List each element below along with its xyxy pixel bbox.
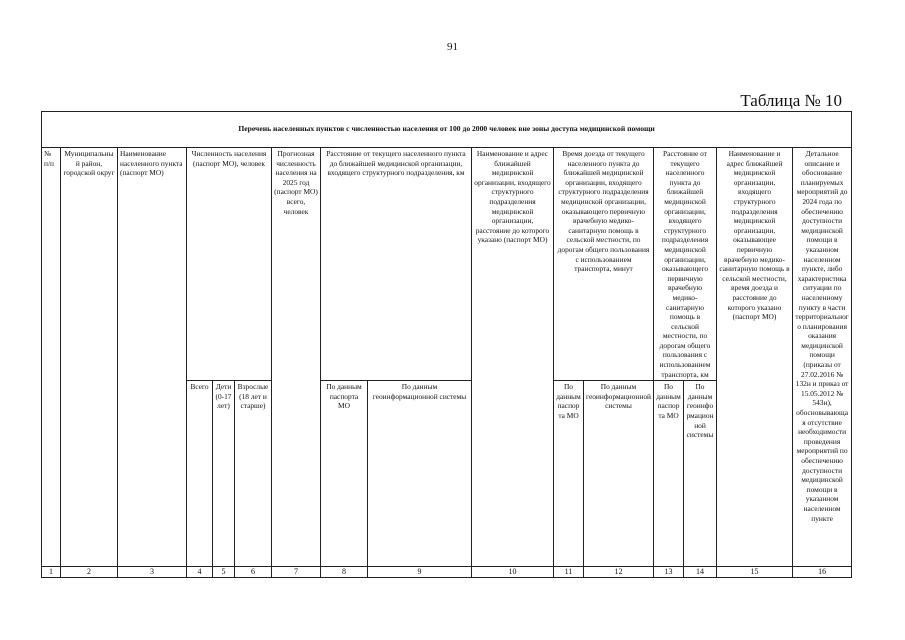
header-population-children: Дети (0-17 лет) [213, 381, 235, 567]
header-time-mo-passport: По данным паспорта МО [554, 381, 584, 567]
header-distance-nearest: Расстояние от текущего населенного пункта до ближайшей медицинской организации, входящего структурного подразделения, км [321, 148, 472, 381]
header-population-adults: Взрослые (18 лет и старше) [235, 381, 272, 567]
column-number: 14 [684, 567, 717, 578]
table-title: Перечень населенных пунктов с численностью населения от 100 до 2000 человек вне зоны доступа медицинской помощи [42, 112, 852, 148]
header-time-geo: По данным геоинформационной системы [584, 381, 654, 567]
column-number: 8 [321, 567, 368, 578]
header-description: Детальное описание и обоснование планируемых мероприятий до 2024 года по обеспечению доступности медицинской помощи в указанном населенном пункте, либо характеристика ситуации по населенному пункту в части территориального планирования оказания медицинской помощи (приказы от 27.02.2016 № 132н и приказ от 15.05.2012 № 543н), обосновывающая отсутствие необходимости проведения мероприятий по обеспечению доступности медицинской помощи в указанном населенном пункте [793, 148, 852, 567]
column-number: 12 [584, 567, 654, 578]
header-distance-geo: По данным геоинформационной системы [368, 381, 472, 567]
header-distance-primary: Расстояние от текущего населенного пункта до ближайшей медицинской организации, входящего структурного подразделения медицинской организации, оказывающего первичную врачебную медико-санитарную помощь в сельской местности, по дорогам общего пользования с использованием транспорта, км [654, 148, 717, 381]
header-primary-org: Наименование и адрес ближайшей медицинской организации, входящего структурного подразделения медицинской организации, оказывающее первичную врачебную медико-санитарную помощь в сельской местности, время доезда и расстояние до которого указано (паспорт МО) [717, 148, 793, 567]
header-dprim-mo-passport: По данным паспорта МО [654, 381, 684, 567]
column-number: 13 [654, 567, 684, 578]
header-district: Муниципальный район, городской округ [61, 148, 118, 567]
column-number: 4 [187, 567, 213, 578]
column-number: 7 [272, 567, 321, 578]
header-travel-time: Время доезда от текущего населенного пункта до ближайшей медицинской организации, входящего структурного подразделения медицинской организации, оказывающего первичную врачебную медико-санитарную помощь в сельской местности, по дорогам общего пользования с использованием транспорта, минут [554, 148, 654, 381]
header-dprim-geo: По данным геоинформационной системы [684, 381, 717, 567]
settlements-table [41, 111, 851, 577]
column-number: 10 [472, 567, 554, 578]
header-population-total: Всего [187, 381, 213, 567]
column-number: 6 [235, 567, 272, 578]
column-number: 5 [213, 567, 235, 578]
header-distance-mo-passport: По данным паспорта МО [321, 381, 368, 567]
header-population: Численность населения (паспорт МО), человек [187, 148, 272, 381]
column-number: 15 [717, 567, 793, 578]
column-number: 11 [554, 567, 584, 578]
header-settlement: Наименование населенного пункта (паспорт МО) [118, 148, 187, 567]
table-label: Таблица № 10 [740, 91, 842, 110]
header-nearest-org: Наименование и адрес ближайшей медицинской организации, входящего структурного подразделения медицинской организации, расстояние до которого указано (паспорт МО) [472, 148, 554, 567]
header-num: № п/п [42, 148, 61, 567]
page-number: 91 [447, 41, 458, 53]
column-number: 9 [368, 567, 472, 578]
column-number: 16 [793, 567, 852, 578]
column-number: 2 [61, 567, 118, 578]
header-forecast: Прогнозная численность населения на 2025 год (паспорт МО) всего, человек [272, 148, 321, 567]
column-number: 1 [42, 567, 61, 578]
column-number: 3 [118, 567, 187, 578]
